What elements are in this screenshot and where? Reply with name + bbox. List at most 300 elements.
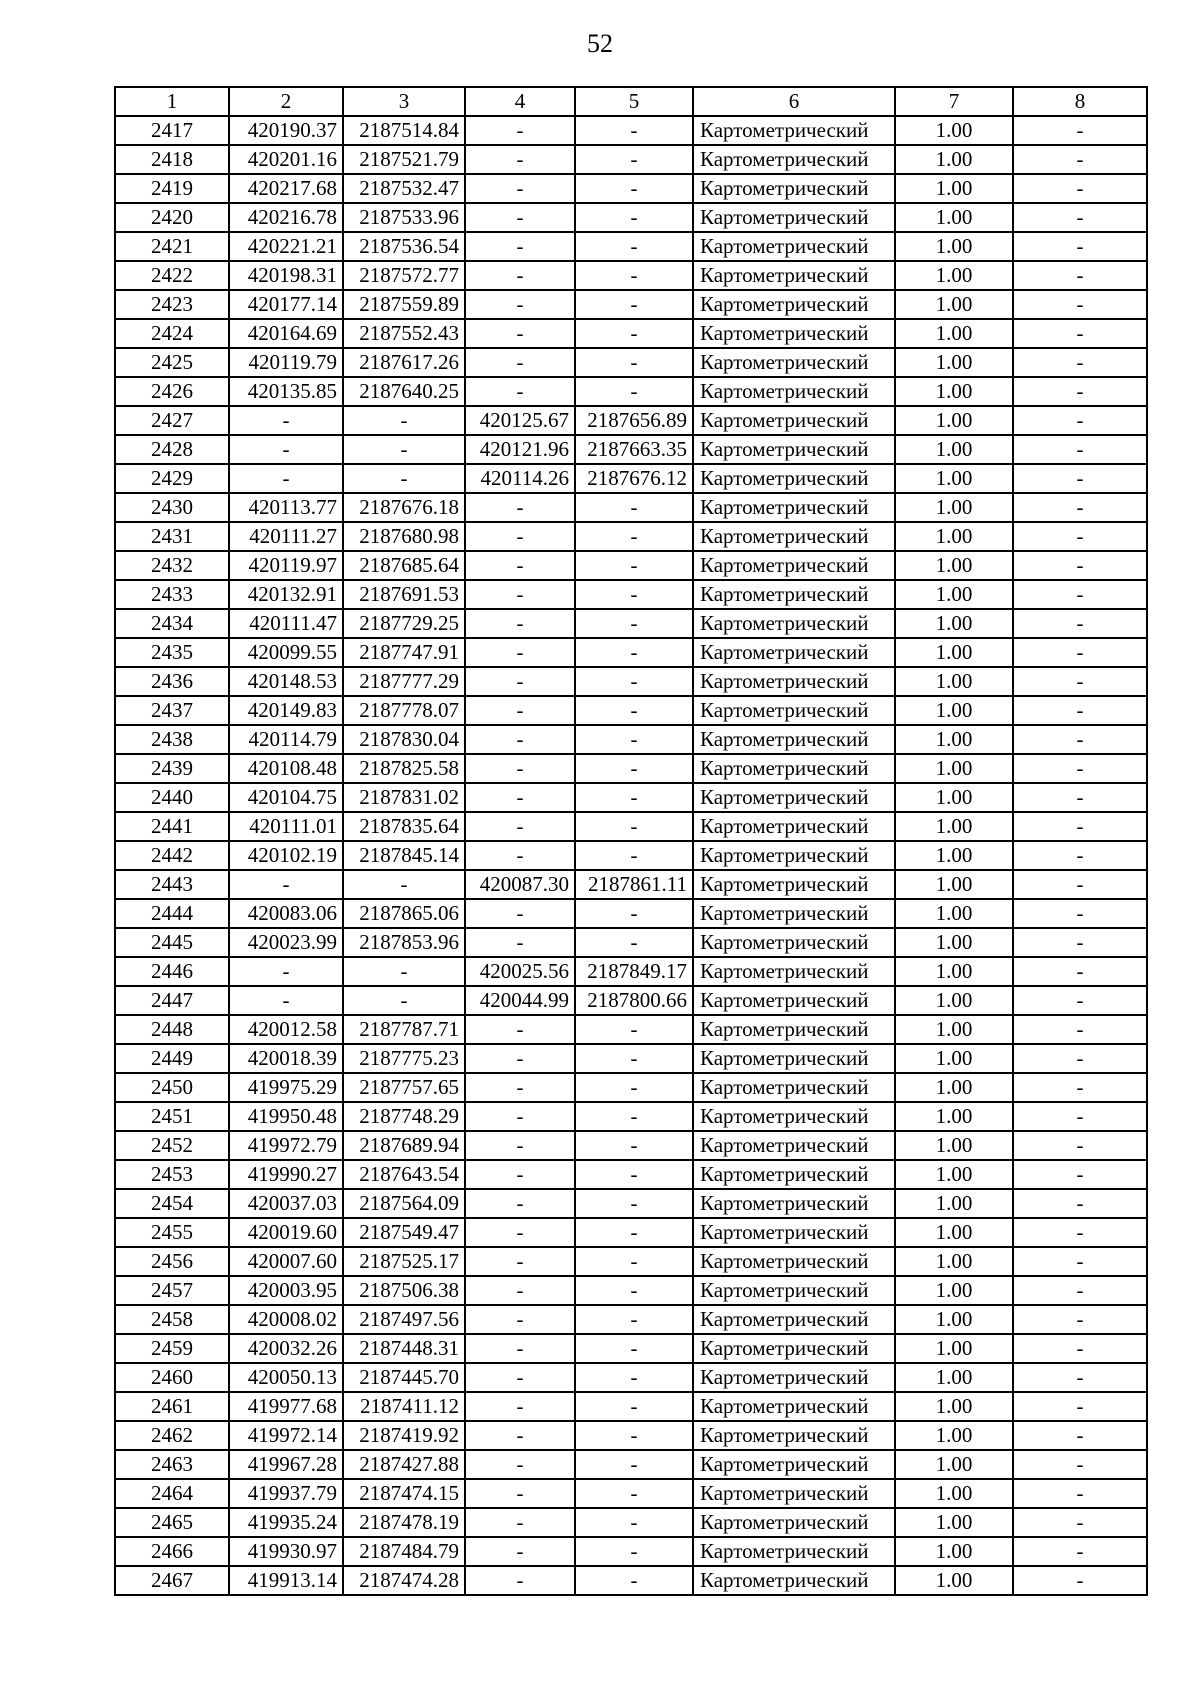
y-coordinate-cell: 2187729.25 xyxy=(343,609,465,638)
point-number-cell: 2436 xyxy=(115,667,229,696)
header-cell: 7 xyxy=(895,87,1013,116)
y-coordinate-alt-cell: - xyxy=(575,899,693,928)
table-header-row xyxy=(115,87,1147,116)
table-row xyxy=(115,1102,1147,1131)
method-cell: Картометрический xyxy=(693,870,895,899)
y-coordinate-cell: 2187419.92 xyxy=(343,1421,465,1450)
note-cell: - xyxy=(1013,1421,1147,1450)
accuracy-cell: 1.00 xyxy=(895,1189,1013,1218)
note-cell: - xyxy=(1013,493,1147,522)
x-coordinate-alt-cell: 420025.56 xyxy=(465,957,575,986)
note-cell: - xyxy=(1013,1102,1147,1131)
x-coordinate-cell: 420019.60 xyxy=(229,1218,343,1247)
x-coordinate-cell: 420114.79 xyxy=(229,725,343,754)
x-coordinate-cell: 419967.28 xyxy=(229,1450,343,1479)
point-number-cell: 2435 xyxy=(115,638,229,667)
method-cell: Картометрический xyxy=(693,1189,895,1218)
y-coordinate-cell: 2187757.65 xyxy=(343,1073,465,1102)
point-number-cell: 2417 xyxy=(115,116,229,145)
accuracy-cell: 1.00 xyxy=(895,1363,1013,1392)
y-coordinate-cell: 2187474.15 xyxy=(343,1479,465,1508)
method-cell: Картометрический xyxy=(693,145,895,174)
point-number-cell: 2466 xyxy=(115,1537,229,1566)
x-coordinate-cell: 420119.97 xyxy=(229,551,343,580)
y-coordinate-alt-cell: - xyxy=(575,1218,693,1247)
point-number-cell: 2448 xyxy=(115,1015,229,1044)
table-row xyxy=(115,261,1147,290)
method-cell: Картометрический xyxy=(693,290,895,319)
accuracy-cell: 1.00 xyxy=(895,928,1013,957)
point-number-cell: 2441 xyxy=(115,812,229,841)
table-row xyxy=(115,928,1147,957)
point-number-cell: 2446 xyxy=(115,957,229,986)
accuracy-cell: 1.00 xyxy=(895,377,1013,406)
note-cell: - xyxy=(1013,174,1147,203)
method-cell: Картометрический xyxy=(693,493,895,522)
y-coordinate-alt-cell: - xyxy=(575,696,693,725)
point-number-cell: 2425 xyxy=(115,348,229,377)
note-cell: - xyxy=(1013,1015,1147,1044)
point-number-cell: 2465 xyxy=(115,1508,229,1537)
point-number-cell: 2452 xyxy=(115,1131,229,1160)
table-row xyxy=(115,1566,1147,1595)
x-coordinate-alt-cell: - xyxy=(465,1392,575,1421)
method-cell: Картометрический xyxy=(693,667,895,696)
point-number-cell: 2449 xyxy=(115,1044,229,1073)
table-row xyxy=(115,377,1147,406)
accuracy-cell: 1.00 xyxy=(895,638,1013,667)
note-cell: - xyxy=(1013,145,1147,174)
point-number-cell: 2439 xyxy=(115,754,229,783)
method-cell: Картометрический xyxy=(693,1218,895,1247)
method-cell: Картометрический xyxy=(693,812,895,841)
x-coordinate-alt-cell: - xyxy=(465,841,575,870)
y-coordinate-cell: 2187427.88 xyxy=(343,1450,465,1479)
point-number-cell: 2433 xyxy=(115,580,229,609)
accuracy-cell: 1.00 xyxy=(895,696,1013,725)
y-coordinate-alt-cell: - xyxy=(575,1479,693,1508)
y-coordinate-alt-cell: - xyxy=(575,812,693,841)
accuracy-cell: 1.00 xyxy=(895,551,1013,580)
accuracy-cell: 1.00 xyxy=(895,1276,1013,1305)
header-cell: 1 xyxy=(115,87,229,116)
table-row xyxy=(115,290,1147,319)
accuracy-cell: 1.00 xyxy=(895,290,1013,319)
x-coordinate-cell: 420037.03 xyxy=(229,1189,343,1218)
accuracy-cell: 1.00 xyxy=(895,1044,1013,1073)
method-cell: Картометрический xyxy=(693,203,895,232)
table-row xyxy=(115,783,1147,812)
point-number-cell: 2419 xyxy=(115,174,229,203)
y-coordinate-alt-cell: - xyxy=(575,1421,693,1450)
x-coordinate-cell: 420111.47 xyxy=(229,609,343,638)
y-coordinate-cell: 2187552.43 xyxy=(343,319,465,348)
x-coordinate-cell: 419975.29 xyxy=(229,1073,343,1102)
point-number-cell: 2464 xyxy=(115,1479,229,1508)
x-coordinate-cell: 419937.79 xyxy=(229,1479,343,1508)
y-coordinate-cell: 2187865.06 xyxy=(343,899,465,928)
accuracy-cell: 1.00 xyxy=(895,1537,1013,1566)
y-coordinate-alt-cell: - xyxy=(575,319,693,348)
table-row xyxy=(115,899,1147,928)
method-cell: Картометрический xyxy=(693,609,895,638)
point-number-cell: 2429 xyxy=(115,464,229,493)
y-coordinate-alt-cell: - xyxy=(575,551,693,580)
y-coordinate-alt-cell: - xyxy=(575,1189,693,1218)
x-coordinate-alt-cell: - xyxy=(465,1218,575,1247)
table-row xyxy=(115,116,1147,145)
x-coordinate-alt-cell: - xyxy=(465,116,575,145)
y-coordinate-alt-cell: - xyxy=(575,1160,693,1189)
x-coordinate-alt-cell: - xyxy=(465,1537,575,1566)
accuracy-cell: 1.00 xyxy=(895,435,1013,464)
method-cell: Картометрический xyxy=(693,348,895,377)
method-cell: Картометрический xyxy=(693,1363,895,1392)
x-coordinate-alt-cell: - xyxy=(465,899,575,928)
x-coordinate-cell: 420102.19 xyxy=(229,841,343,870)
note-cell: - xyxy=(1013,1508,1147,1537)
accuracy-cell: 1.00 xyxy=(895,1392,1013,1421)
y-coordinate-alt-cell: - xyxy=(575,1566,693,1595)
x-coordinate-alt-cell: - xyxy=(465,319,575,348)
point-number-cell: 2442 xyxy=(115,841,229,870)
x-coordinate-alt-cell: - xyxy=(465,261,575,290)
y-coordinate-alt-cell: 2187800.66 xyxy=(575,986,693,1015)
x-coordinate-cell: 420216.78 xyxy=(229,203,343,232)
note-cell: - xyxy=(1013,1218,1147,1247)
header-cell: 8 xyxy=(1013,87,1147,116)
note-cell: - xyxy=(1013,1392,1147,1421)
accuracy-cell: 1.00 xyxy=(895,783,1013,812)
y-coordinate-cell: 2187549.47 xyxy=(343,1218,465,1247)
y-coordinate-alt-cell: 2187676.12 xyxy=(575,464,693,493)
note-cell: - xyxy=(1013,435,1147,464)
x-coordinate-cell: 419913.14 xyxy=(229,1566,343,1595)
accuracy-cell: 1.00 xyxy=(895,899,1013,928)
point-number-cell: 2457 xyxy=(115,1276,229,1305)
x-coordinate-alt-cell: - xyxy=(465,1450,575,1479)
note-cell: - xyxy=(1013,348,1147,377)
table-row xyxy=(115,406,1147,435)
accuracy-cell: 1.00 xyxy=(895,986,1013,1015)
method-cell: Картометрический xyxy=(693,899,895,928)
y-coordinate-cell: 2187643.54 xyxy=(343,1160,465,1189)
accuracy-cell: 1.00 xyxy=(895,1450,1013,1479)
accuracy-cell: 1.00 xyxy=(895,145,1013,174)
y-coordinate-alt-cell: - xyxy=(575,1015,693,1044)
point-number-cell: 2432 xyxy=(115,551,229,580)
y-coordinate-cell: 2187497.56 xyxy=(343,1305,465,1334)
note-cell: - xyxy=(1013,464,1147,493)
note-cell: - xyxy=(1013,783,1147,812)
y-coordinate-alt-cell: - xyxy=(575,1334,693,1363)
point-number-cell: 2454 xyxy=(115,1189,229,1218)
method-cell: Картометрический xyxy=(693,551,895,580)
x-coordinate-alt-cell: - xyxy=(465,928,575,957)
point-number-cell: 2458 xyxy=(115,1305,229,1334)
x-coordinate-cell: 420164.69 xyxy=(229,319,343,348)
x-coordinate-cell: 420108.48 xyxy=(229,754,343,783)
note-cell: - xyxy=(1013,261,1147,290)
x-coordinate-alt-cell: - xyxy=(465,348,575,377)
accuracy-cell: 1.00 xyxy=(895,1102,1013,1131)
accuracy-cell: 1.00 xyxy=(895,1160,1013,1189)
x-coordinate-alt-cell: - xyxy=(465,522,575,551)
method-cell: Картометрический xyxy=(693,1305,895,1334)
note-cell: - xyxy=(1013,1131,1147,1160)
table-row xyxy=(115,638,1147,667)
note-cell: - xyxy=(1013,1537,1147,1566)
x-coordinate-alt-cell: - xyxy=(465,1479,575,1508)
y-coordinate-cell: 2187478.19 xyxy=(343,1508,465,1537)
y-coordinate-alt-cell: - xyxy=(575,377,693,406)
accuracy-cell: 1.00 xyxy=(895,174,1013,203)
y-coordinate-cell: 2187845.14 xyxy=(343,841,465,870)
x-coordinate-cell: 420132.91 xyxy=(229,580,343,609)
x-coordinate-cell: - xyxy=(229,464,343,493)
table-row xyxy=(115,464,1147,493)
table-row xyxy=(115,493,1147,522)
accuracy-cell: 1.00 xyxy=(895,870,1013,899)
accuracy-cell: 1.00 xyxy=(895,754,1013,783)
table-row xyxy=(115,145,1147,174)
point-number-cell: 2434 xyxy=(115,609,229,638)
accuracy-cell: 1.00 xyxy=(895,725,1013,754)
x-coordinate-alt-cell: 420121.96 xyxy=(465,435,575,464)
y-coordinate-cell: - xyxy=(343,957,465,986)
x-coordinate-alt-cell: - xyxy=(465,1247,575,1276)
x-coordinate-cell: 420050.13 xyxy=(229,1363,343,1392)
y-coordinate-alt-cell: - xyxy=(575,1247,693,1276)
point-number-cell: 2467 xyxy=(115,1566,229,1595)
table-row xyxy=(115,1015,1147,1044)
point-number-cell: 2430 xyxy=(115,493,229,522)
note-cell: - xyxy=(1013,696,1147,725)
method-cell: Картометрический xyxy=(693,638,895,667)
table-row xyxy=(115,957,1147,986)
accuracy-cell: 1.00 xyxy=(895,1508,1013,1537)
point-number-cell: 2445 xyxy=(115,928,229,957)
x-coordinate-alt-cell: - xyxy=(465,812,575,841)
table-row xyxy=(115,1363,1147,1392)
y-coordinate-cell: 2187536.54 xyxy=(343,232,465,261)
x-coordinate-cell: 420023.99 xyxy=(229,928,343,957)
y-coordinate-cell: 2187689.94 xyxy=(343,1131,465,1160)
accuracy-cell: 1.00 xyxy=(895,522,1013,551)
x-coordinate-alt-cell: - xyxy=(465,1566,575,1595)
x-coordinate-cell: - xyxy=(229,957,343,986)
table-row xyxy=(115,522,1147,551)
x-coordinate-alt-cell: - xyxy=(465,493,575,522)
y-coordinate-cell: - xyxy=(343,986,465,1015)
y-coordinate-cell: - xyxy=(343,435,465,464)
point-number-cell: 2444 xyxy=(115,899,229,928)
note-cell: - xyxy=(1013,203,1147,232)
point-number-cell: 2461 xyxy=(115,1392,229,1421)
method-cell: Картометрический xyxy=(693,1334,895,1363)
note-cell: - xyxy=(1013,986,1147,1015)
x-coordinate-cell: 420201.16 xyxy=(229,145,343,174)
point-number-cell: 2418 xyxy=(115,145,229,174)
method-cell: Картометрический xyxy=(693,1537,895,1566)
method-cell: Картометрический xyxy=(693,1421,895,1450)
x-coordinate-alt-cell: - xyxy=(465,1363,575,1392)
x-coordinate-cell: 420012.58 xyxy=(229,1015,343,1044)
note-cell: - xyxy=(1013,1363,1147,1392)
point-number-cell: 2463 xyxy=(115,1450,229,1479)
y-coordinate-alt-cell: - xyxy=(575,1102,693,1131)
x-coordinate-alt-cell: - xyxy=(465,1508,575,1537)
x-coordinate-cell: 419977.68 xyxy=(229,1392,343,1421)
point-number-cell: 2443 xyxy=(115,870,229,899)
note-cell: - xyxy=(1013,638,1147,667)
table-row xyxy=(115,841,1147,870)
method-cell: Картометрический xyxy=(693,435,895,464)
accuracy-cell: 1.00 xyxy=(895,406,1013,435)
x-coordinate-alt-cell: - xyxy=(465,1102,575,1131)
point-number-cell: 2460 xyxy=(115,1363,229,1392)
y-coordinate-cell: - xyxy=(343,464,465,493)
accuracy-cell: 1.00 xyxy=(895,1305,1013,1334)
x-coordinate-cell: 420003.95 xyxy=(229,1276,343,1305)
y-coordinate-alt-cell: - xyxy=(575,522,693,551)
table-row xyxy=(115,1247,1147,1276)
x-coordinate-alt-cell: - xyxy=(465,377,575,406)
x-coordinate-alt-cell: - xyxy=(465,609,575,638)
x-coordinate-alt-cell: - xyxy=(465,1305,575,1334)
accuracy-cell: 1.00 xyxy=(895,667,1013,696)
table-row xyxy=(115,1392,1147,1421)
method-cell: Картометрический xyxy=(693,928,895,957)
y-coordinate-alt-cell: - xyxy=(575,783,693,812)
table-row xyxy=(115,1276,1147,1305)
accuracy-cell: 1.00 xyxy=(895,203,1013,232)
accuracy-cell: 1.00 xyxy=(895,493,1013,522)
y-coordinate-alt-cell: - xyxy=(575,1305,693,1334)
accuracy-cell: 1.00 xyxy=(895,319,1013,348)
table-row xyxy=(115,609,1147,638)
y-coordinate-alt-cell: - xyxy=(575,145,693,174)
y-coordinate-cell: 2187448.31 xyxy=(343,1334,465,1363)
x-coordinate-cell: 419972.14 xyxy=(229,1421,343,1450)
y-coordinate-alt-cell: - xyxy=(575,1363,693,1392)
y-coordinate-alt-cell: - xyxy=(575,580,693,609)
y-coordinate-cell: 2187835.64 xyxy=(343,812,465,841)
table-row xyxy=(115,986,1147,1015)
x-coordinate-cell: 420119.79 xyxy=(229,348,343,377)
accuracy-cell: 1.00 xyxy=(895,1131,1013,1160)
table-row xyxy=(115,1131,1147,1160)
table-row xyxy=(115,174,1147,203)
x-coordinate-alt-cell: - xyxy=(465,783,575,812)
accuracy-cell: 1.00 xyxy=(895,1566,1013,1595)
y-coordinate-alt-cell: - xyxy=(575,609,693,638)
note-cell: - xyxy=(1013,319,1147,348)
point-number-cell: 2421 xyxy=(115,232,229,261)
y-coordinate-alt-cell: - xyxy=(575,1508,693,1537)
y-coordinate-cell: 2187680.98 xyxy=(343,522,465,551)
x-coordinate-cell: - xyxy=(229,435,343,464)
y-coordinate-cell: 2187474.28 xyxy=(343,1566,465,1595)
y-coordinate-alt-cell: - xyxy=(575,841,693,870)
y-coordinate-cell: 2187676.18 xyxy=(343,493,465,522)
x-coordinate-alt-cell: - xyxy=(465,725,575,754)
x-coordinate-alt-cell: - xyxy=(465,232,575,261)
header-cell: 4 xyxy=(465,87,575,116)
accuracy-cell: 1.00 xyxy=(895,1015,1013,1044)
method-cell: Картометрический xyxy=(693,957,895,986)
table-row xyxy=(115,203,1147,232)
note-cell: - xyxy=(1013,754,1147,783)
note-cell: - xyxy=(1013,232,1147,261)
table-row xyxy=(115,1508,1147,1537)
x-coordinate-alt-cell: - xyxy=(465,1334,575,1363)
x-coordinate-cell: 419930.97 xyxy=(229,1537,343,1566)
note-cell: - xyxy=(1013,1479,1147,1508)
y-coordinate-cell: 2187533.96 xyxy=(343,203,465,232)
table-row xyxy=(115,696,1147,725)
note-cell: - xyxy=(1013,899,1147,928)
note-cell: - xyxy=(1013,1305,1147,1334)
y-coordinate-cell: 2187484.79 xyxy=(343,1537,465,1566)
x-coordinate-alt-cell: - xyxy=(465,667,575,696)
accuracy-cell: 1.00 xyxy=(895,116,1013,145)
point-number-cell: 2431 xyxy=(115,522,229,551)
y-coordinate-cell: 2187777.29 xyxy=(343,667,465,696)
table-row xyxy=(115,319,1147,348)
note-cell: - xyxy=(1013,841,1147,870)
note-cell: - xyxy=(1013,1334,1147,1363)
note-cell: - xyxy=(1013,725,1147,754)
accuracy-cell: 1.00 xyxy=(895,1479,1013,1508)
x-coordinate-alt-cell: - xyxy=(465,696,575,725)
point-number-cell: 2437 xyxy=(115,696,229,725)
page-number: 52 xyxy=(587,29,613,58)
note-cell: - xyxy=(1013,812,1147,841)
y-coordinate-alt-cell: - xyxy=(575,1073,693,1102)
x-coordinate-alt-cell: - xyxy=(465,1073,575,1102)
table-row xyxy=(115,754,1147,783)
y-coordinate-cell: 2187532.47 xyxy=(343,174,465,203)
header-cell: 2 xyxy=(229,87,343,116)
note-cell: - xyxy=(1013,870,1147,899)
point-number-cell: 2455 xyxy=(115,1218,229,1247)
y-coordinate-alt-cell: 2187861.11 xyxy=(575,870,693,899)
y-coordinate-alt-cell: 2187849.17 xyxy=(575,957,693,986)
x-coordinate-alt-cell: 420087.30 xyxy=(465,870,575,899)
y-coordinate-alt-cell: - xyxy=(575,1537,693,1566)
method-cell: Картометрический xyxy=(693,696,895,725)
table-row xyxy=(115,812,1147,841)
x-coordinate-cell: 420083.06 xyxy=(229,899,343,928)
table-row xyxy=(115,1421,1147,1450)
accuracy-cell: 1.00 xyxy=(895,261,1013,290)
method-cell: Картометрический xyxy=(693,754,895,783)
table-row xyxy=(115,1537,1147,1566)
note-cell: - xyxy=(1013,522,1147,551)
point-number-cell: 2447 xyxy=(115,986,229,1015)
x-coordinate-cell: 420148.53 xyxy=(229,667,343,696)
method-cell: Картометрический xyxy=(693,1392,895,1421)
y-coordinate-cell: 2187830.04 xyxy=(343,725,465,754)
y-coordinate-cell: 2187525.17 xyxy=(343,1247,465,1276)
accuracy-cell: 1.00 xyxy=(895,957,1013,986)
coordinates-table xyxy=(114,86,1148,1596)
y-coordinate-alt-cell: - xyxy=(575,725,693,754)
accuracy-cell: 1.00 xyxy=(895,1334,1013,1363)
note-cell: - xyxy=(1013,1160,1147,1189)
y-coordinate-alt-cell: 2187663.35 xyxy=(575,435,693,464)
